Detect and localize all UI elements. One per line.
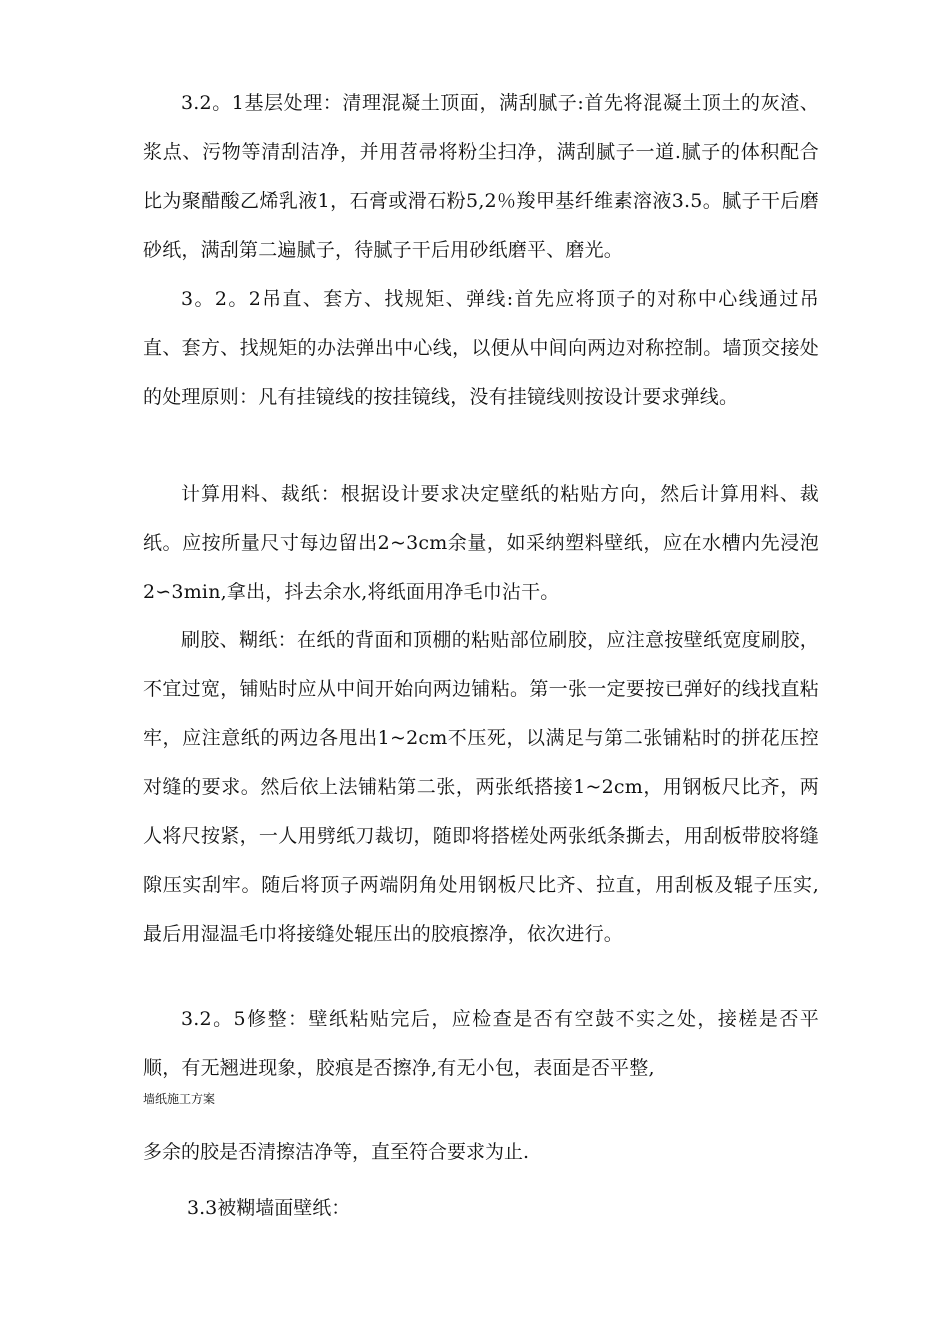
paragraph-glue-and-paste: 刷胶、糊纸：在纸的背面和顶棚的粘贴部位刷胶，应注意按壁纸宽度刷胶，不宜过宽，铺贴时应从中间开始向两边铺粘。第一张一定要按已弹好的线找直粘牢，应注意纸的两边各甩出1~2cm不压死，以满足与第二张铺粘时的拼花压控对缝的要求。然后依上法铺粘第二张，两张纸搭接1~2cm，用钢板尺比齐，两人将尺按紧，一人用劈纸刀裁切，随即将搭槎处两张纸条撕去，用刮板带胶将缝隙压实刮牢。随后将顶子两端阴角处用钢板尺比齐、拉直，用刮板及辊子压实,最后用湿温毛巾将接缝处辊压出的胶痕擦净，依次进行。 xyxy=(143,629,819,945)
paragraph-material-calculation: 计算用料、裁纸：根据设计要求决定壁纸的粘贴方向，然后计算用料、裁纸。应按所量尺寸每边留出2~3cm余量，如采纳塑料壁纸，应在水槽内先浸泡2∽3min,拿出，抖去余水,将纸面用净毛巾沾干。 xyxy=(143,483,819,603)
paragraph-finishing: 3.2。5修整：壁纸粘贴完后，应检查是否有空鼓不实之处，接槎是否平顺，有无翘进现象，胶痕是否擦净,有无小包，表面是否平整, xyxy=(143,1008,819,1079)
paragraph-continuation: 多余的胶是否清擦洁净等，直至符合要求为止. xyxy=(143,1141,530,1163)
paragraph-base-treatment: 3.2。1基层处理：清理混凝土顶面，满刮腻子:首先将混凝土顶土的灰渣、浆点、污物等清刮洁净，并用苕帚将粉尘扫净，满刮腻子一道.腻子的体积配合比为聚醋酸乙烯乳液1，石膏或滑石粉5,2％羧甲基纤维素溶液3.5。腻子干后磨砂纸，满刮第二遍腻子，待腻子干后用砂纸磨平、磨光。 xyxy=(143,92,819,261)
section-heading: 3.3被糊墙面壁纸： xyxy=(187,1197,351,1219)
page-footer-label: 墙纸施工方案 xyxy=(143,1092,216,1106)
paragraph-plumb-and-snap-line: 3。2。2吊直、套方、找规矩、弹线:首先应将顶子的对称中心线通过吊直、套方、找规矩的办法弹出中心线，以便从中间向两边对称控制。墙顶交接处的处理原则：凡有挂镜线的按挂镜线，没有挂镜线则按设计要求弹线。 xyxy=(143,288,819,408)
